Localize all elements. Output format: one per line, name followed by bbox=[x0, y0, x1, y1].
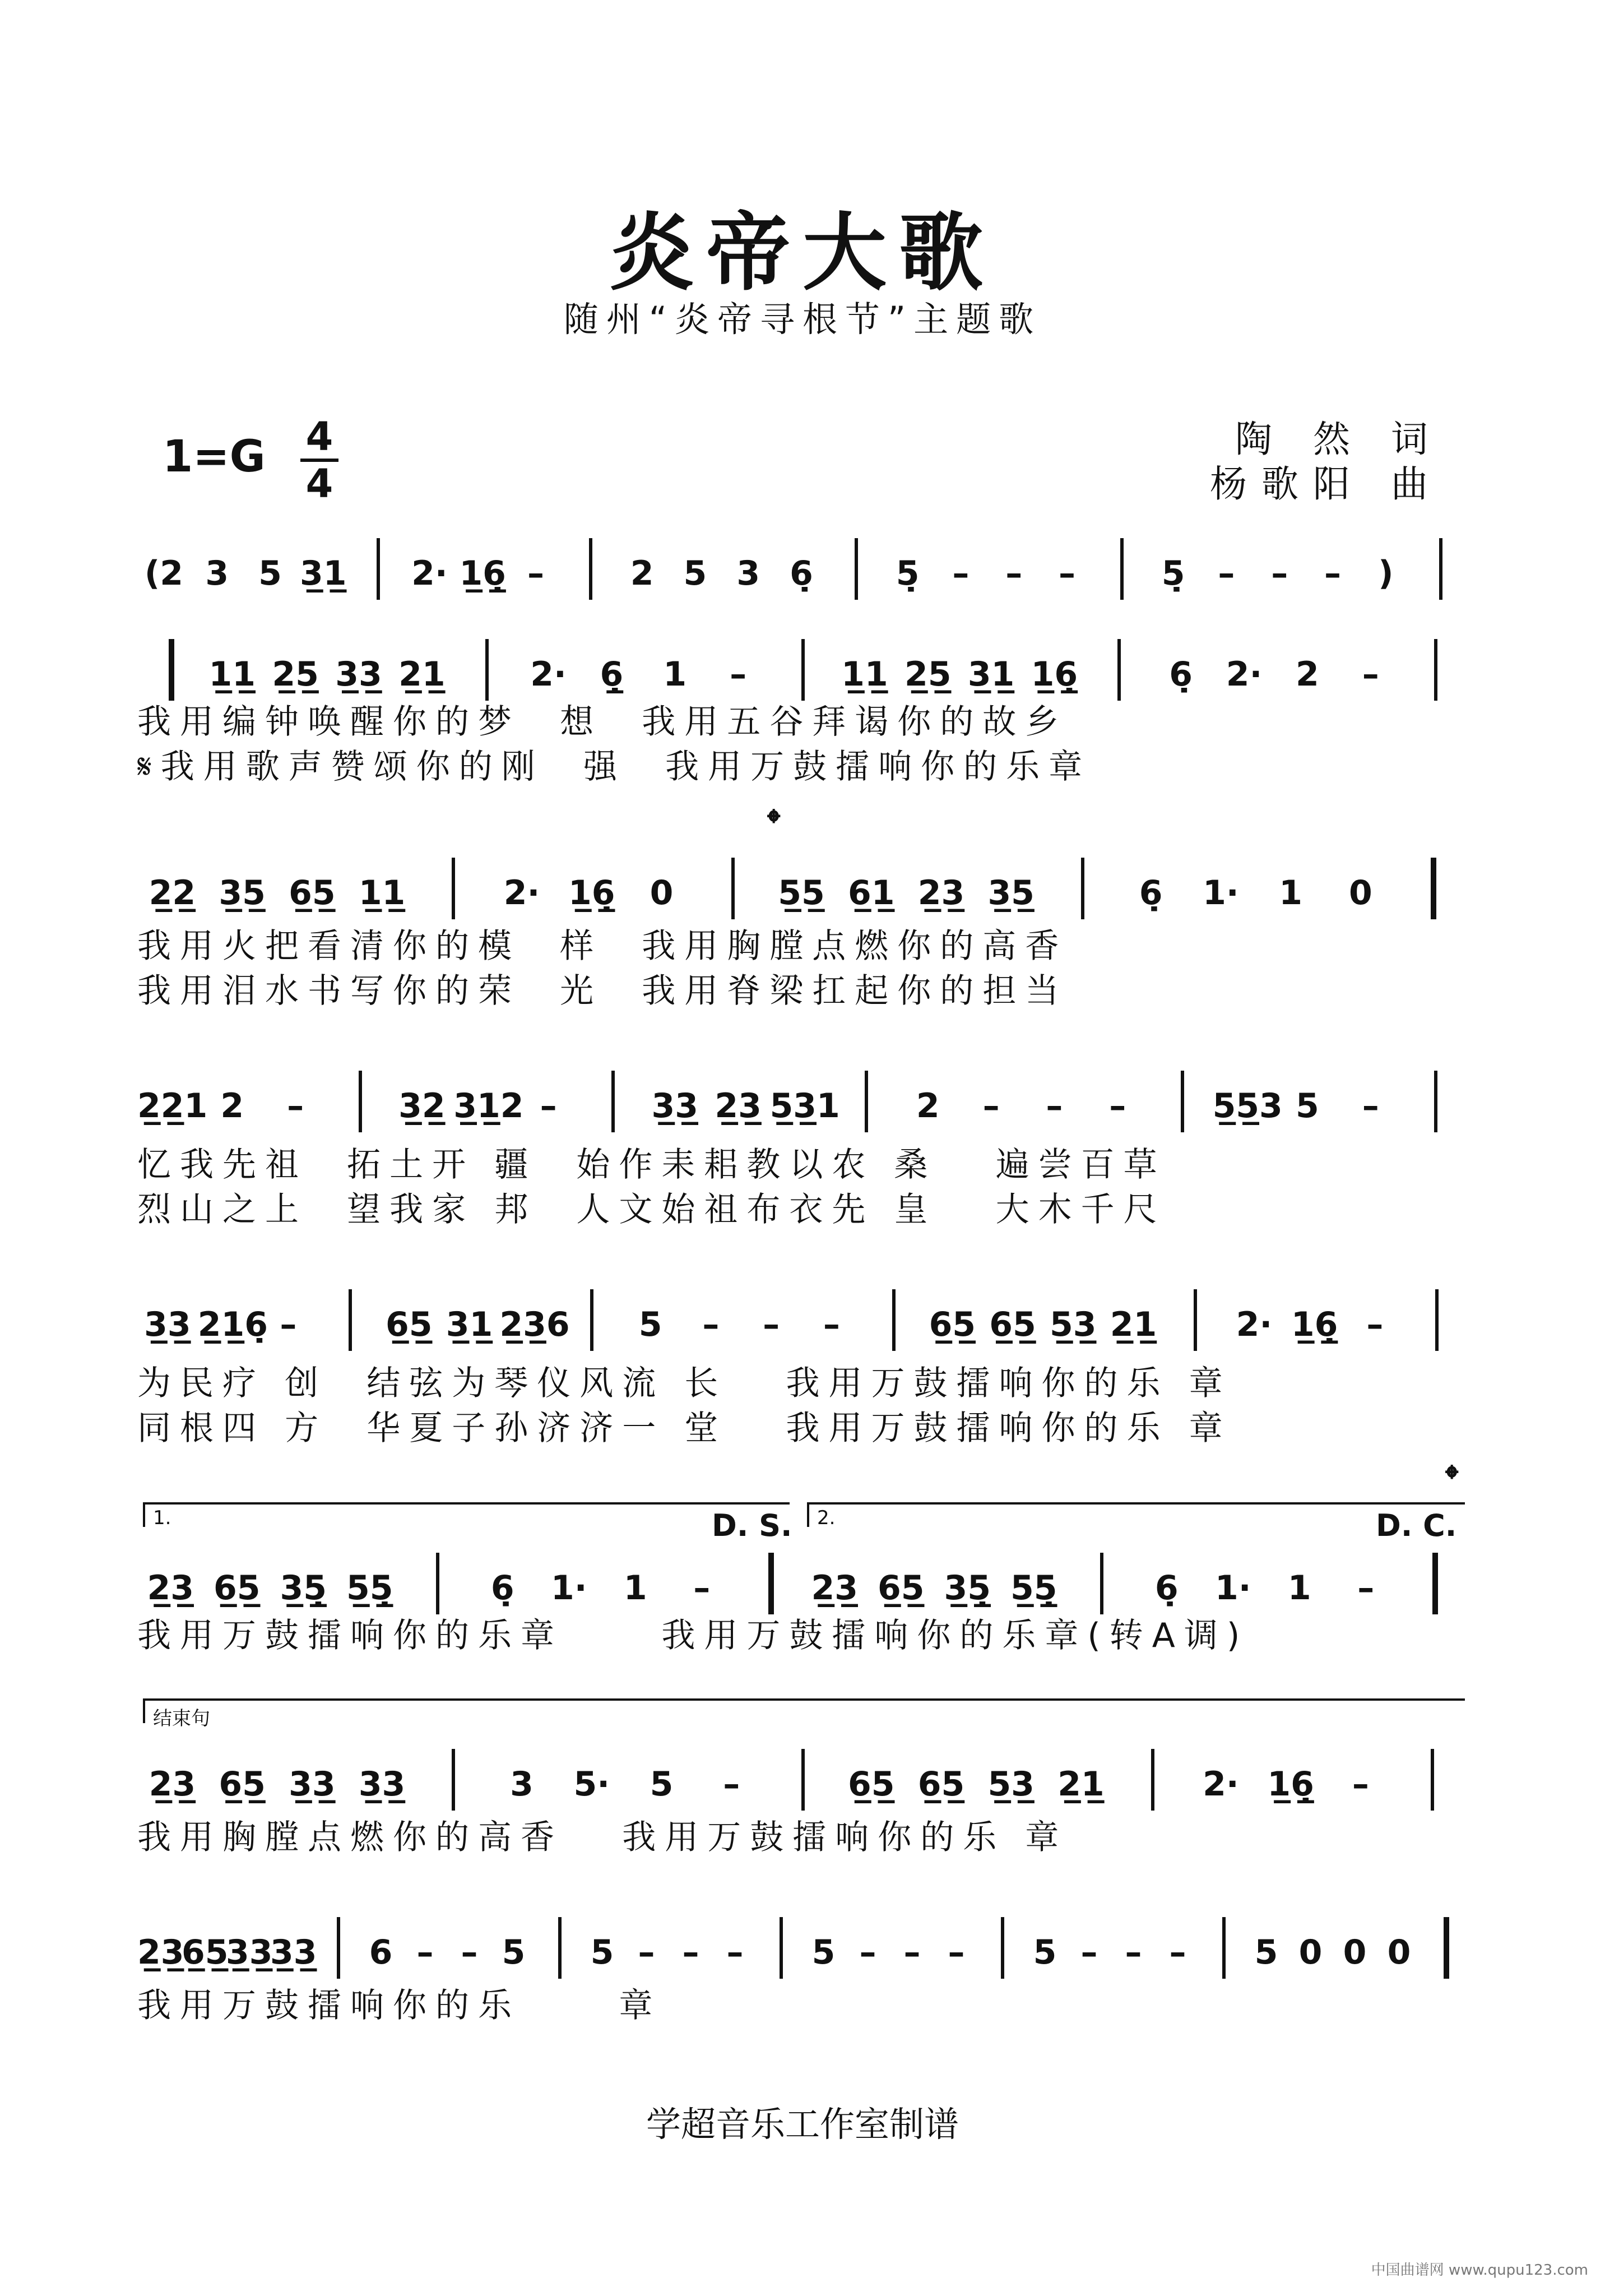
coda-sign-2: 𝄌 bbox=[1446, 1457, 1458, 1498]
staff-row-intro bbox=[137, 538, 1465, 605]
barline bbox=[1435, 1289, 1439, 1351]
first-ending-bracket: 1. bbox=[143, 1502, 790, 1527]
note-token: 6̣ bbox=[490, 1568, 514, 1608]
barline bbox=[1434, 639, 1437, 701]
note-token: 2· bbox=[1236, 1305, 1273, 1344]
song-title: 炎帝大歌 bbox=[609, 205, 995, 302]
note-token: 6̲5̲ bbox=[386, 1305, 433, 1344]
lyrics-verse1: 我用编钟唤醒你的梦 想 我用五谷拜谒你的故乡 bbox=[137, 702, 1068, 742]
notes-row bbox=[137, 1289, 1465, 1357]
note-token: 2̲3̲ bbox=[917, 873, 965, 913]
note-token: 6̣ bbox=[1169, 655, 1193, 694]
barline bbox=[731, 858, 735, 919]
note-token: 1̲1̲ bbox=[208, 655, 256, 694]
note-token: 3̲3̲ bbox=[226, 1933, 273, 1972]
barline bbox=[1431, 858, 1436, 919]
barline bbox=[780, 1917, 783, 1979]
lyricist-credit: 陶 然 词 bbox=[1235, 418, 1442, 461]
note-token: 2 bbox=[630, 554, 654, 593]
note-token: 1̲6̣̲ bbox=[1291, 1305, 1338, 1344]
note-token: 5̣ bbox=[896, 554, 920, 593]
note-token: 5 bbox=[258, 554, 282, 593]
note-token: 5 bbox=[683, 554, 707, 593]
note-token: – bbox=[723, 1765, 740, 1804]
staff-row-4 bbox=[137, 1289, 1465, 1357]
note-token: 3̲3̲ bbox=[289, 1765, 336, 1804]
note-token: 3̲1̲ bbox=[300, 554, 347, 593]
note-token: 1· bbox=[1203, 873, 1239, 913]
note-token: 0 bbox=[1298, 1933, 1323, 1972]
note-token: 1̲6̣̲ bbox=[1267, 1765, 1314, 1804]
note-token: 5̣ bbox=[1161, 554, 1185, 593]
note-token: 6̣̲ bbox=[600, 655, 624, 694]
lyrics-verse1: 我用火把看清你的模 样 我用胸膛点燃你的高香 bbox=[137, 927, 1068, 966]
note-token: 1̲6̣̲ bbox=[459, 554, 506, 593]
staff-row-6 bbox=[137, 1749, 1465, 1816]
note-token: 5· bbox=[573, 1765, 610, 1804]
note-token: 1 bbox=[1287, 1568, 1311, 1608]
lyrics-verse1: 我用胸膛点燃你的高香 我用万鼓擂响你的乐 章 bbox=[137, 1818, 1068, 1857]
barline bbox=[337, 1917, 340, 1979]
note-token: 5̲5̲3 bbox=[1212, 1086, 1283, 1126]
note-token: – bbox=[1357, 1568, 1375, 1608]
note-token: 2· bbox=[1203, 1765, 1239, 1804]
barline bbox=[349, 1289, 352, 1351]
note-token: 0 bbox=[1349, 873, 1372, 913]
barline bbox=[590, 1289, 593, 1351]
barline bbox=[1151, 1749, 1154, 1811]
time-denominator: 4 bbox=[305, 461, 333, 507]
note-token: 6̲1̲ bbox=[847, 873, 895, 913]
barline bbox=[1439, 538, 1442, 600]
note-token: – bbox=[280, 1305, 297, 1344]
dc-marking: D. C. bbox=[1376, 1508, 1457, 1543]
note-token: – bbox=[730, 655, 747, 694]
note-token: 3̲3̲ bbox=[358, 1765, 406, 1804]
note-token: 2 bbox=[916, 1086, 940, 1126]
note-token: – bbox=[952, 554, 970, 593]
note-token: – bbox=[1362, 655, 1379, 694]
note-token: 1̲6̣̲ bbox=[1031, 655, 1078, 694]
note-token: 6̲5̲ bbox=[219, 1765, 266, 1804]
staff-row-2 bbox=[137, 858, 1465, 925]
barline bbox=[892, 1289, 896, 1351]
note-token: – bbox=[948, 1933, 965, 1972]
barline bbox=[452, 858, 455, 919]
barline bbox=[452, 1749, 455, 1811]
note-token: 2̲3̲ bbox=[147, 1568, 194, 1608]
note-token: 5̲3̲1 bbox=[769, 1086, 840, 1126]
coda-sign: 𝄌 bbox=[768, 802, 780, 843]
note-token: 1̲1̲ bbox=[841, 655, 888, 694]
note-token: – bbox=[638, 1933, 655, 1972]
note-token: 6̣ bbox=[1139, 873, 1163, 913]
note-token: – bbox=[1109, 1086, 1126, 1126]
note-token: 5 bbox=[1033, 1933, 1057, 1972]
note-token: 3 bbox=[510, 1765, 534, 1804]
barline bbox=[1081, 858, 1084, 919]
coda-bracket: 结束句 bbox=[143, 1698, 1465, 1723]
barline bbox=[1431, 1749, 1434, 1811]
note-token: 1 bbox=[663, 655, 687, 694]
note-token: – bbox=[726, 1933, 744, 1972]
note-token: – bbox=[527, 554, 544, 593]
lyrics-verse2: 烈山之上 望我家 邦 人文始祖布衣先 皇 大木千尺 bbox=[137, 1190, 1166, 1229]
barline bbox=[589, 538, 592, 600]
note-token: – bbox=[859, 1933, 876, 1972]
note-token: 3̲5̲ bbox=[219, 873, 266, 913]
note-token: – bbox=[1352, 1765, 1369, 1804]
note-token: 2̲5̲ bbox=[904, 655, 952, 694]
lyrics-verse1: 忆我先祖 拓土开 疆 始作耒耜教以农 桑 遍尝百草 bbox=[137, 1145, 1166, 1184]
staff-row-3 bbox=[137, 1071, 1465, 1138]
note-token: 3̲3̲ bbox=[270, 1933, 317, 1972]
time-numerator: 4 bbox=[305, 414, 333, 460]
notes-row bbox=[137, 1071, 1465, 1138]
note-token: 5̲5̣̲ bbox=[1010, 1568, 1057, 1608]
note-token: 5 bbox=[590, 1933, 614, 1972]
note-token: 2̲3̲ bbox=[715, 1086, 762, 1126]
note-token: 5 bbox=[1254, 1933, 1278, 1972]
watermark: 中国曲谱网 www.qupu123.com bbox=[1371, 2262, 1588, 2279]
note-token: ) bbox=[1378, 554, 1394, 593]
note-token: 5 bbox=[1295, 1086, 1319, 1126]
barline bbox=[169, 639, 174, 701]
barline bbox=[801, 639, 805, 701]
note-token: 2̲5̲ bbox=[272, 655, 319, 694]
note-token: – bbox=[982, 1086, 1000, 1126]
note-token: – bbox=[1125, 1933, 1142, 1972]
note-token: 5 bbox=[650, 1765, 674, 1804]
note-token: 2· bbox=[411, 554, 448, 593]
note-token: 2̲2̲1 bbox=[137, 1086, 208, 1126]
note-token: (2 bbox=[144, 554, 183, 593]
note-token: – bbox=[1271, 554, 1288, 593]
note-token: – bbox=[1169, 1933, 1186, 1972]
barline bbox=[768, 1553, 774, 1614]
barline bbox=[485, 639, 489, 701]
note-token: – bbox=[1218, 554, 1235, 593]
note-token: 5̲3̲ bbox=[1050, 1305, 1097, 1344]
barline bbox=[801, 1749, 805, 1811]
lyrics-verse2: 我用泪水书写你的荣 光 我用脊梁扛起你的担当 bbox=[137, 971, 1068, 1011]
note-token: 2· bbox=[530, 655, 567, 694]
note-token: 3̲5̣̲ bbox=[944, 1568, 991, 1608]
note-token: 3̲1̲2 bbox=[453, 1086, 524, 1126]
note-token: 3̲5̲ bbox=[987, 873, 1035, 913]
note-token: – bbox=[693, 1568, 711, 1608]
note-token: 5̲3̲ bbox=[987, 1765, 1035, 1804]
note-token: 6̲5̲ bbox=[929, 1305, 976, 1344]
barline bbox=[1100, 1553, 1103, 1614]
note-token: 1 bbox=[1279, 873, 1303, 913]
note-token: 2̲1̲ bbox=[1110, 1305, 1157, 1344]
note-token: 6̲5̲ bbox=[289, 873, 336, 913]
barline bbox=[1194, 1289, 1197, 1351]
note-token: 5 bbox=[811, 1933, 836, 1972]
note-token: – bbox=[763, 1305, 780, 1344]
key-signature: 1=G bbox=[163, 432, 266, 482]
note-token: 6 bbox=[369, 1933, 393, 1972]
song-subtitle: 随州“炎帝寻根节”主题歌 bbox=[563, 299, 1042, 340]
note-token: 2· bbox=[503, 873, 540, 913]
note-token: 2̲3̲ bbox=[137, 1933, 184, 1972]
note-token: 5̲5̣̲ bbox=[346, 1568, 393, 1608]
note-token: 1̲6̣̲ bbox=[568, 873, 615, 913]
note-token: 3 bbox=[205, 554, 229, 593]
lyrics-verse2: 𝄋我用歌声赞颂你的刚 强 我用万鼓擂响你的乐章 bbox=[137, 747, 1092, 786]
barline bbox=[865, 1071, 868, 1132]
note-token: 2̲1̲6̣ bbox=[197, 1305, 268, 1344]
note-token: – bbox=[1005, 554, 1023, 593]
note-token: 6̲5̲ bbox=[214, 1568, 261, 1608]
note-token: 6̲5̲ bbox=[182, 1933, 229, 1972]
note-token: 0 bbox=[650, 873, 674, 913]
note-token: 2 bbox=[220, 1086, 244, 1126]
note-token: 6̣ bbox=[1154, 1568, 1179, 1608]
note-token: – bbox=[823, 1305, 840, 1344]
note-token: 1 bbox=[623, 1568, 647, 1608]
note-token: 2 bbox=[1295, 655, 1319, 694]
barline bbox=[1181, 1071, 1184, 1132]
note-token: – bbox=[1366, 1305, 1384, 1344]
note-token: – bbox=[416, 1933, 434, 1972]
notes-row bbox=[137, 1917, 1465, 1984]
note-token: – bbox=[1324, 554, 1341, 593]
barline bbox=[1001, 1917, 1004, 1979]
note-token: – bbox=[1058, 554, 1075, 593]
note-token: – bbox=[1046, 1086, 1063, 1126]
note-token: 2̲3̲6 bbox=[499, 1305, 570, 1344]
note-token: – bbox=[1362, 1086, 1379, 1126]
ds-marking: D. S. bbox=[712, 1508, 792, 1543]
note-token: – bbox=[287, 1086, 304, 1126]
note-token: 2̲2̲ bbox=[149, 873, 196, 913]
note-token: – bbox=[903, 1933, 921, 1972]
note-token: – bbox=[1080, 1933, 1098, 1972]
note-token: 2̲1̲ bbox=[398, 655, 446, 694]
note-token: 3 bbox=[736, 554, 760, 593]
note-token: 1· bbox=[1214, 1568, 1251, 1608]
lyrics-verse1: 我用万鼓擂响你的乐 章 bbox=[137, 1986, 662, 2025]
note-token: 6̲5̲ bbox=[989, 1305, 1036, 1344]
barline bbox=[359, 1071, 362, 1132]
note-token: – bbox=[540, 1086, 557, 1126]
footer-credit: 学超音乐工作室制谱 bbox=[646, 2104, 959, 2145]
notes-row bbox=[137, 538, 1465, 605]
lyrics-verse1: 为民疗 创 结弦为琴仪风流 长 我用万鼓擂响你的乐 章 bbox=[137, 1364, 1232, 1403]
note-token: – bbox=[702, 1305, 720, 1344]
note-token: 2· bbox=[1226, 655, 1263, 694]
note-token: 2̲1̲ bbox=[1057, 1765, 1105, 1804]
note-token: 1̲1̲ bbox=[358, 873, 406, 913]
lyrics-verse2: 同根四 方 华夏子孙济济一 堂 我用万鼓擂响你的乐 章 bbox=[137, 1409, 1232, 1448]
note-token: 5 bbox=[638, 1305, 662, 1344]
note-token: 5 bbox=[502, 1933, 526, 1972]
barline bbox=[1444, 1917, 1449, 1979]
note-token: 2̲3̲ bbox=[149, 1765, 196, 1804]
note-token: 3̲3̲ bbox=[651, 1086, 699, 1126]
staff-row-7 bbox=[137, 1917, 1465, 1984]
note-token: 3̲5̣̲ bbox=[280, 1568, 327, 1608]
time-signature bbox=[297, 415, 342, 506]
second-ending-bracket: 2. bbox=[807, 1502, 1465, 1527]
note-token: 1· bbox=[550, 1568, 587, 1608]
note-token: 5̲5̲ bbox=[778, 873, 825, 913]
barline bbox=[1432, 1553, 1438, 1614]
note-token: 6̲5̲ bbox=[878, 1568, 925, 1608]
lyrics-verse1: 我用万鼓擂响你的乐章 我用万鼓擂响你的乐章(转A调) bbox=[137, 1616, 1249, 1655]
note-token: 3̲2̲ bbox=[398, 1086, 446, 1126]
note-token: 6̲5̲ bbox=[847, 1765, 895, 1804]
note-token: 0 bbox=[1387, 1933, 1411, 1972]
barline bbox=[1222, 1917, 1226, 1979]
note-token: 2̲3̲ bbox=[811, 1568, 858, 1608]
composer-credit: 杨歌阳 曲 bbox=[1210, 462, 1442, 506]
barline bbox=[436, 1553, 439, 1614]
note-token: 3̲3̲ bbox=[335, 655, 382, 694]
note-token: 6̣ bbox=[790, 554, 813, 593]
barline bbox=[611, 1071, 615, 1132]
note-token: – bbox=[461, 1933, 478, 1972]
barline bbox=[1117, 639, 1121, 701]
note-token: 3̲3̲ bbox=[144, 1305, 191, 1344]
barline bbox=[558, 1917, 562, 1979]
barline bbox=[1434, 1071, 1437, 1132]
notes-row bbox=[137, 858, 1465, 925]
note-token: 0 bbox=[1343, 1933, 1367, 1972]
barline bbox=[377, 538, 380, 600]
note-token: 3̲1̲ bbox=[446, 1305, 493, 1344]
barline bbox=[855, 538, 858, 600]
note-token: 3̲1̲ bbox=[967, 655, 1015, 694]
note-token: 6̲5̲ bbox=[917, 1765, 965, 1804]
note-token: – bbox=[682, 1933, 699, 1972]
notes-row bbox=[137, 1749, 1465, 1816]
barline bbox=[1120, 538, 1124, 600]
